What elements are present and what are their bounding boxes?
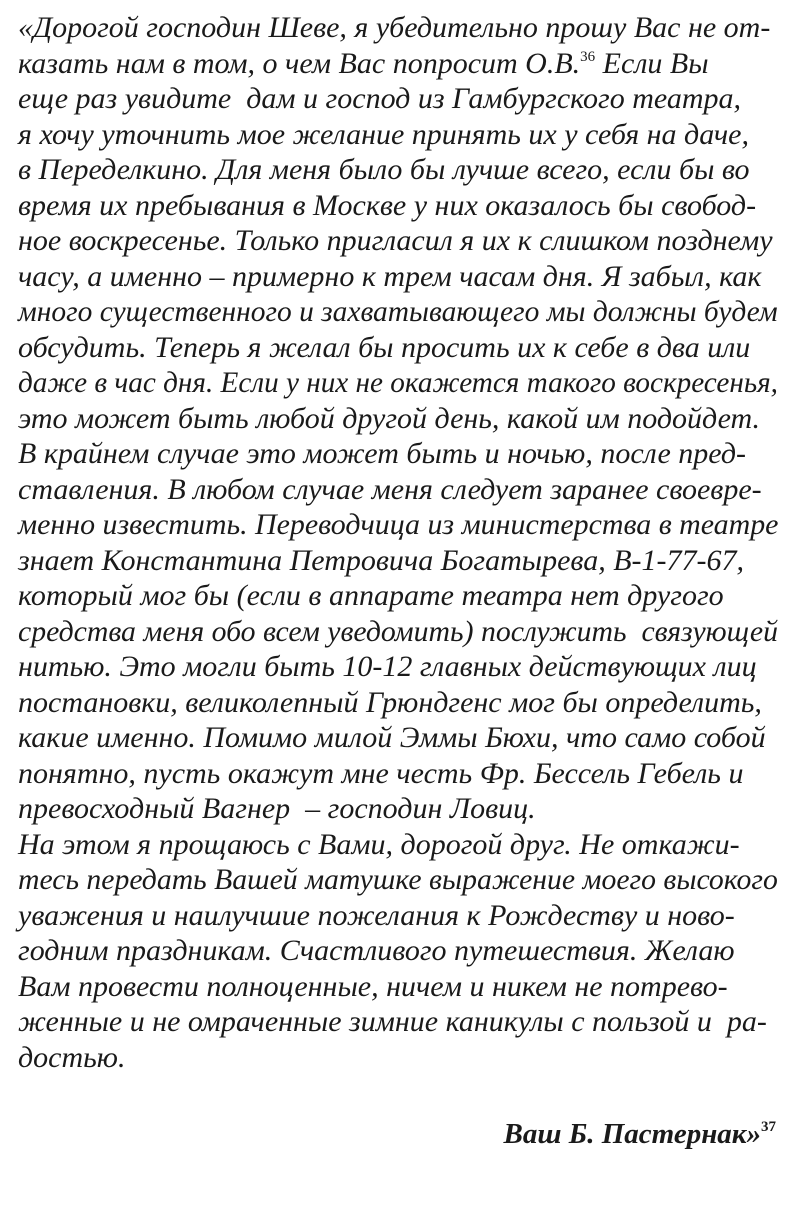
letter-line: тесь передать Вашей матушке выражение моего высокого [18, 863, 778, 896]
letter-line: уважения и наилучшие пожелания к Рождеству и ново- [18, 898, 735, 932]
letter-line: На этом я прощаюсь с Вами, дорогой друг. Не откажи- [18, 827, 740, 861]
signature-text: Ваш Б. Пастернак» [503, 1118, 761, 1150]
letter-line: ставления. В любом случае меня следует заранее своевре- [18, 472, 762, 506]
footnote-ref-37: 37 [761, 1119, 776, 1135]
letter-line: постановки, великолепный Грюндгенс мог бы определить, [18, 685, 762, 719]
letter-line: ное воскресенье. Только пригласил я их к слишком позднему [18, 224, 773, 257]
letter-line: женные и не омраченные зимние каникулы с пользой и ра- [18, 1005, 767, 1038]
letter-line [18, 46, 778, 82]
letter-line: Вам провести полноценные, ничем и никем не потрево- [18, 969, 728, 1003]
letter-line: средства меня обо всем уведомить) послужить связующей [18, 614, 778, 648]
letter-line: много существенного и захватывающего мы должны будем [18, 295, 778, 328]
letter-line: нитью. Это могли быть 10-12 главных действующих лиц [18, 650, 757, 683]
signature [504, 1118, 776, 1151]
letter-line: «Дорогой господин Шеве, я убедительно прошу Вас не от- [18, 11, 771, 44]
letter-line: еще раз увидите дам и господ из Гамбургского театра, [18, 82, 741, 115]
letter-line: понятно, пусть окажут мне честь Фр. Бессель Гебель и [18, 756, 744, 790]
letter-line: в Переделкино. Для меня было бы лучше всего, если бы во [18, 153, 750, 186]
letter-line: время их пребывания в Москве у них оказалось бы свобод- [18, 188, 757, 222]
letter-line-text: казать нам в том, о чем Вас попросит О.В. [18, 46, 581, 80]
letter-line: В крайнем случае это может быть и ночью, после пред- [18, 437, 747, 470]
letter-line: какие именно. Помимо милой Эммы Бюхи, что само собой [18, 721, 766, 754]
letter-line: годним праздникам. Счастливого путешествия. Желаю [18, 934, 735, 967]
letter-line: который мог бы (если в аппарате театра нет другого [18, 579, 724, 612]
letter-line: даже в час дня. Если у них не окажется такого воскресенья, [18, 366, 778, 399]
letter-line: это может быть любой другой день, какой им подойдет. [18, 401, 761, 435]
letter-line: превосходный Вагнер – господин Ловиц. [18, 792, 536, 825]
letter-line: часу, а именно – примерно к трем часам дня. Я забыл, как [18, 259, 762, 293]
letter-body [18, 10, 778, 1075]
letter-line: обсудить. Теперь я желал бы просить их к себе в два или [18, 330, 751, 364]
letter-line-text: Если Вы [595, 46, 709, 80]
letter-line: я хочу уточнить мое желание принять их у себя на даче, [18, 117, 749, 151]
footnote-ref-36: 36 [580, 48, 596, 65]
letter-line: знает Константина Петровича Богатырева, В-1-77-67, [18, 543, 745, 577]
letter-line: достью. [18, 1040, 126, 1074]
letter-line: менно известить. Переводчица из министерства в театре [18, 508, 779, 541]
